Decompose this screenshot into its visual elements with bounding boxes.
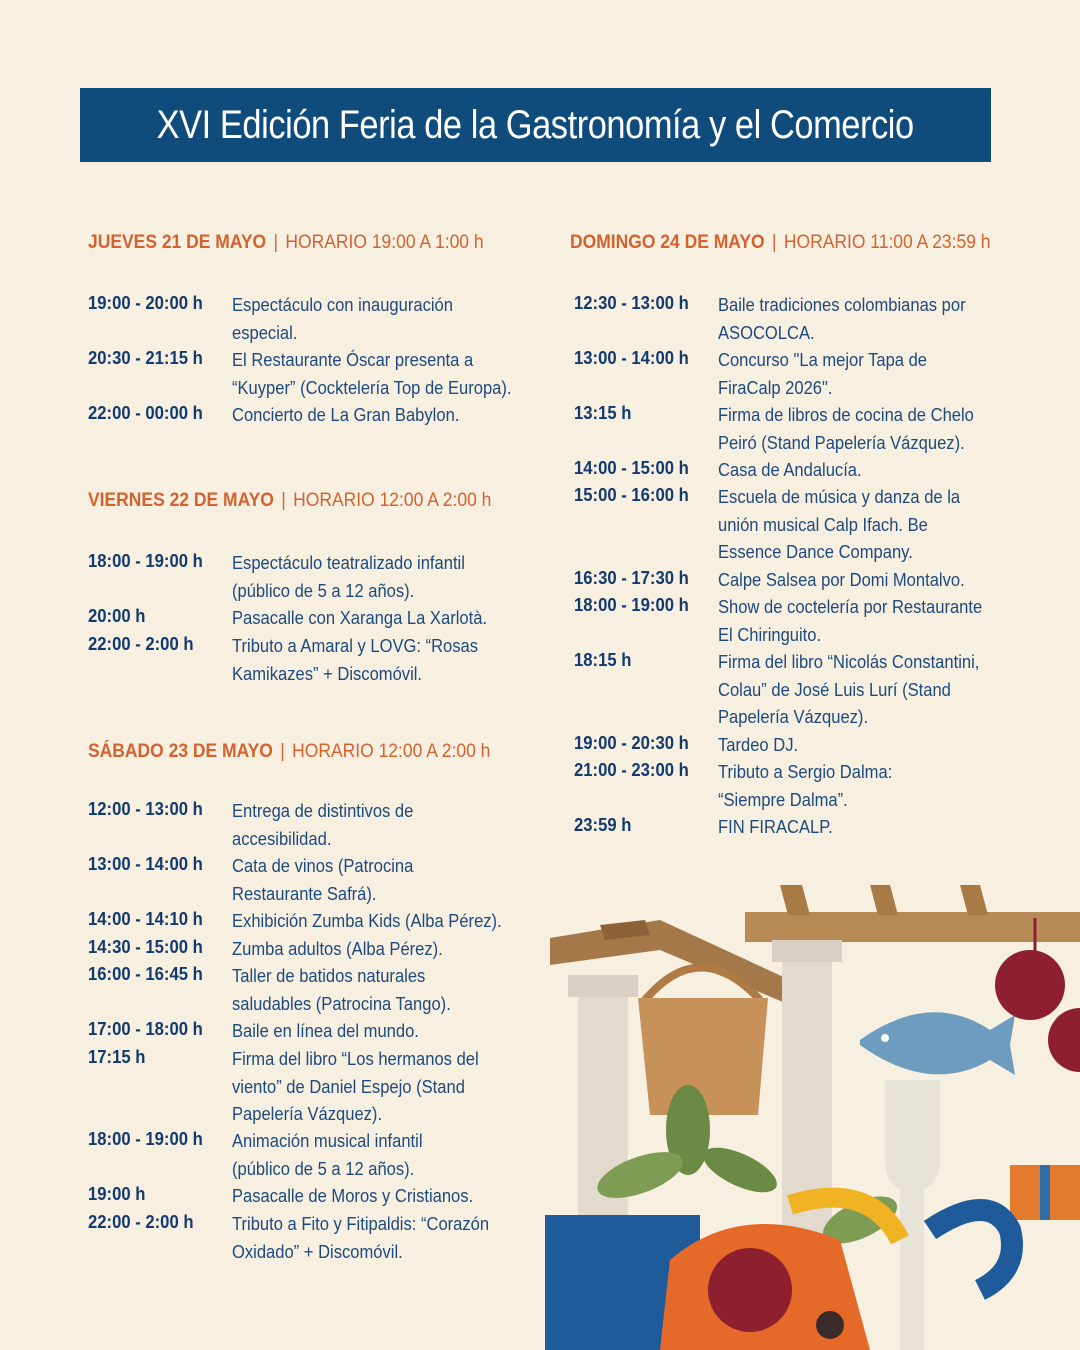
event-time: 23:59 h [574, 814, 632, 835]
event-time: 15:00 - 16:00 h [574, 484, 689, 505]
event-time: 14:30 - 15:00 h [88, 936, 203, 957]
event-time: 13:15 h [574, 402, 632, 423]
event-desc: Firma de libros de cocina de Chelo Peiró (Stand Papelería Vázquez). [718, 405, 974, 453]
day-header-viernes [88, 490, 491, 512]
separator: | [280, 741, 285, 762]
event-time: 19:00 - 20:00 h [88, 292, 203, 313]
event-time: 16:00 - 16:45 h [88, 963, 203, 984]
day-hours: HORARIO 19:00 A 1:00 h [285, 232, 484, 253]
event-desc: Taller de batidos naturales saludables (Patrocina Tango). [232, 966, 451, 1014]
event-desc: Baile tradiciones colombianas por ASOCOLCA. [718, 295, 966, 343]
event-desc: Animación musical infantil (público de 5 a 12 años). [232, 1131, 423, 1179]
day-label: VIERNES 22 DE MAYO [88, 490, 274, 511]
day-hours: HORARIO 12:00 A 2:00 h [292, 741, 491, 762]
day-header-domingo [570, 232, 991, 254]
event-desc: Cata de vinos (Patrocina Restaurante Safrá). [232, 856, 414, 904]
event-time: 14:00 - 15:00 h [574, 457, 689, 478]
event-desc: Tributo a Fito y Fitipaldis: “Corazón Oxidado” + Discomóvil. [232, 1214, 490, 1262]
event-time: 12:30 - 13:00 h [574, 292, 689, 313]
event-time: 22:00 - 00:00 h [88, 402, 203, 423]
day-label: JUEVES 21 DE MAYO [88, 232, 267, 253]
event-time: 16:30 - 17:30 h [574, 567, 689, 588]
page-title: XVI Edición Feria de la Gastronomía y el Comercio [80, 88, 991, 162]
event-desc: Calpe Salsea por Domi Montalvo. [718, 570, 965, 590]
event-time: 13:00 - 14:00 h [88, 853, 203, 874]
event-desc: Espectáculo con inauguración especial. [232, 295, 453, 343]
event-time: 18:00 - 19:00 h [88, 1128, 203, 1149]
event-desc: Zumba adultos (Alba Pérez). [232, 939, 443, 959]
event-desc: Entrega de distintivos de accesibilidad. [232, 801, 414, 849]
event-time: 14:00 - 14:10 h [88, 908, 203, 929]
separator: | [281, 490, 286, 511]
event-desc: Firma del libro “Nicolás Constantini, Colau” de José Luis Lurí (Stand Papelería Vázquez). [718, 652, 980, 727]
event-desc: Exhibición Zumba Kids (Alba Pérez). [232, 911, 502, 931]
event-time: 18:00 - 19:00 h [574, 594, 689, 615]
event-time: 13:00 - 14:00 h [574, 347, 689, 368]
event-desc: Show de coctelería por Restaurante El Chiringuito. [718, 597, 983, 645]
event-desc: Tardeo DJ. [718, 735, 799, 755]
event-time: 20:00 h [88, 605, 146, 626]
event-desc: Tributo a Sergio Dalma: “Siempre Dalma”. [718, 762, 893, 810]
event-desc: Concurso "La mejor Tapa de FiraCalp 2026". [718, 350, 928, 398]
separator: | [273, 232, 279, 253]
day-hours: HORARIO 12:00 A 2:00 h [293, 490, 492, 511]
event-time: 17:15 h [88, 1046, 146, 1067]
day-label: SÁBADO 23 DE MAYO [88, 741, 273, 762]
day-hours: HORARIO 11:00 A 23:59 h [783, 232, 991, 253]
event-desc: Concierto de La Gran Babylon. [232, 405, 460, 425]
day-header-sabado [88, 741, 490, 763]
event-time: 19:00 h [88, 1183, 146, 1204]
day-label: DOMINGO 24 DE MAYO [570, 232, 765, 253]
event-time: 12:00 - 13:00 h [88, 798, 203, 819]
event-desc: Espectáculo teatralizado infantil (público de 5 a 12 años). [232, 553, 465, 601]
event-time: 18:15 h [574, 649, 632, 670]
event-time: 19:00 - 20:30 h [574, 732, 689, 753]
event-time: 21:00 - 23:00 h [574, 759, 689, 780]
event-time: 22:00 - 2:00 h [88, 1211, 194, 1232]
event-desc: Tributo a Amaral y LOVG: “Rosas Kamikazes” + Discomóvil. [232, 636, 479, 684]
event-time: 22:00 - 2:00 h [88, 633, 194, 654]
event-desc: Escuela de música y danza de la unión musical Calp Ifach. Be Essence Dance Company. [718, 487, 961, 562]
event-time: 17:00 - 18:00 h [88, 1018, 203, 1039]
event-desc: FIN FIRACALP. [718, 817, 833, 837]
event-time: 20:30 - 21:15 h [88, 347, 203, 368]
event-desc: Firma del libro “Los hermanos del viento” de Daniel Espejo (Stand Papelería Vázquez). [232, 1049, 479, 1124]
event-desc: El Restaurante Óscar presenta a “Kuyper” (Cocktelería Top de Europa). [232, 350, 512, 398]
day-header-jueves [88, 232, 484, 254]
food-market-illustration [540, 880, 1080, 1350]
event-desc: Pasacalle de Moros y Cristianos. [232, 1186, 474, 1206]
separator: | [771, 232, 777, 253]
event-desc: Pasacalle con Xaranga La Xarlotà. [232, 608, 488, 628]
event-desc: Casa de Andalucía. [718, 460, 862, 480]
event-desc: Baile en línea del mundo. [232, 1021, 419, 1041]
event-time: 18:00 - 19:00 h [88, 550, 203, 571]
